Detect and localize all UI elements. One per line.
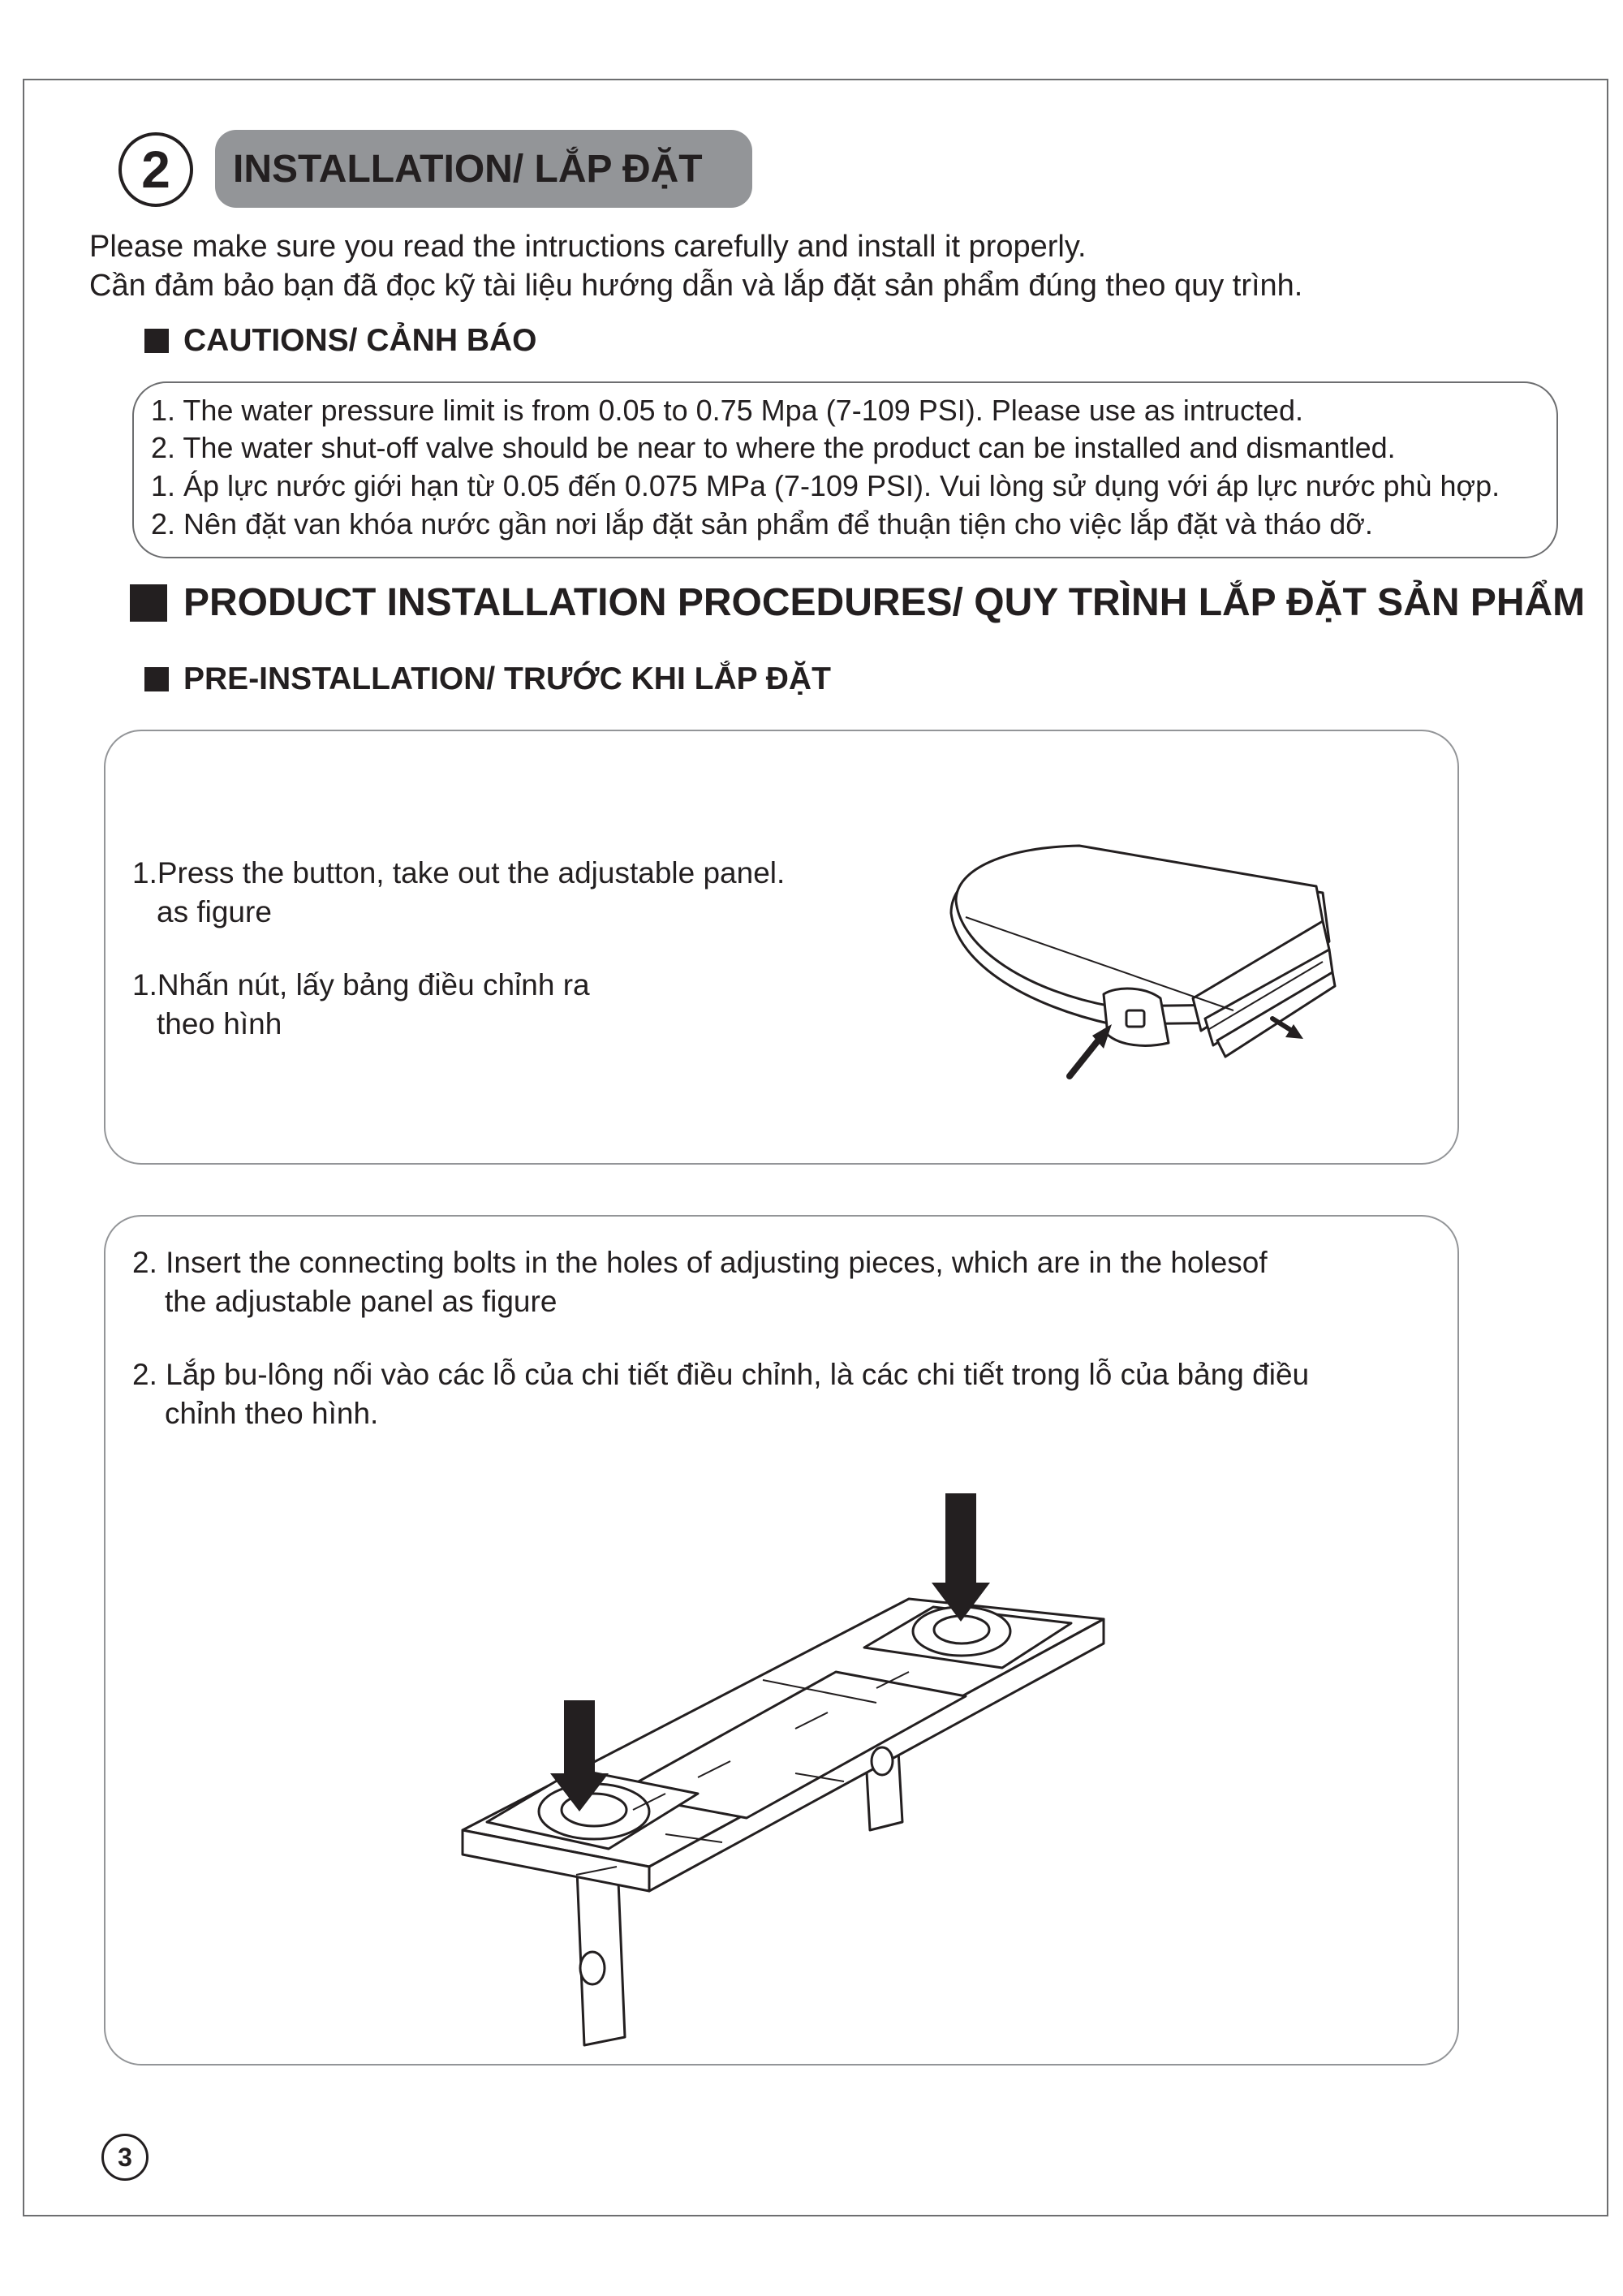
step2-english-line1: 2. Insert the connecting bolts in the holes of adjusting pieces, which are in the holesof <box>132 1246 1268 1279</box>
cautions-heading <box>144 323 537 359</box>
cautions-heading-text: CAUTIONS/ CẢNH BÁO <box>183 323 537 358</box>
section-title: INSTALLATION/ LẮP ĐẶT <box>215 130 752 208</box>
adjustable-panel-illustration <box>454 1485 1112 2053</box>
pre-installation-heading <box>144 661 831 697</box>
page-number: 3 <box>101 2134 149 2181</box>
pre-installation-heading-text: PRE-INSTALLATION/ TRƯỚC KHI LẮP ĐẶT <box>183 661 831 696</box>
square-bullet-icon <box>144 329 169 353</box>
caution-line: 2. Nên đặt van khóa nước gần nơi lắp đặt sản phẩm để thuận tiện cho việc lắp đặt và tháo dỡ. <box>151 507 1373 541</box>
caution-line: 1. Áp lực nước giới hạn từ 0.05 đến 0.075 MPa (7-109 PSI). Vui lòng sử dụng với áp lực nước phù hợp. <box>151 469 1500 502</box>
step2-english-line2: the adjustable panel as figure <box>165 1285 558 1318</box>
step1-english-line1: 1.Press the button, take out the adjustable panel. <box>132 856 786 890</box>
step2-vietnamese-line2: chỉnh theo hình. <box>165 1397 379 1430</box>
step1-vietnamese-line1: 1.Nhấn nút, lấy bảng điều chỉnh ra <box>132 968 590 1002</box>
step2-vietnamese-line1: 2. Lắp bu-lông nối vào các lỗ của chi tiết điều chỉnh, là các chi tiết trong lỗ của bảng điều <box>132 1358 1310 1391</box>
procedures-heading-text: PRODUCT INSTALLATION PROCEDURES/ QUY TRÌNH LẮP ĐẶT SẢN PHẨM <box>183 581 1586 624</box>
caution-line: 2. The water shut-off valve should be near to where the product can be installed and dismantled. <box>151 431 1396 464</box>
step1-vietnamese-line2: theo hình <box>157 1007 282 1040</box>
intro-english: Please make sure you read the intructions carefully and install it properly. <box>89 230 1087 264</box>
step1-english-line2: as figure <box>157 895 272 928</box>
seat-panel-illustration <box>941 836 1339 1088</box>
square-bullet-icon <box>144 667 169 691</box>
section-number: 2 <box>118 132 193 207</box>
square-bullet-icon <box>130 584 167 622</box>
procedures-heading <box>130 580 1585 625</box>
caution-line: 1. The water pressure limit is from 0.05 to 0.75 Mpa (7-109 PSI). Please use as intructed. <box>151 394 1303 427</box>
intro-vietnamese: Cần đảm bảo bạn đã đọc kỹ tài liệu hướng dẫn và lắp đặt sản phẩm đúng theo quy trình. <box>89 269 1303 303</box>
